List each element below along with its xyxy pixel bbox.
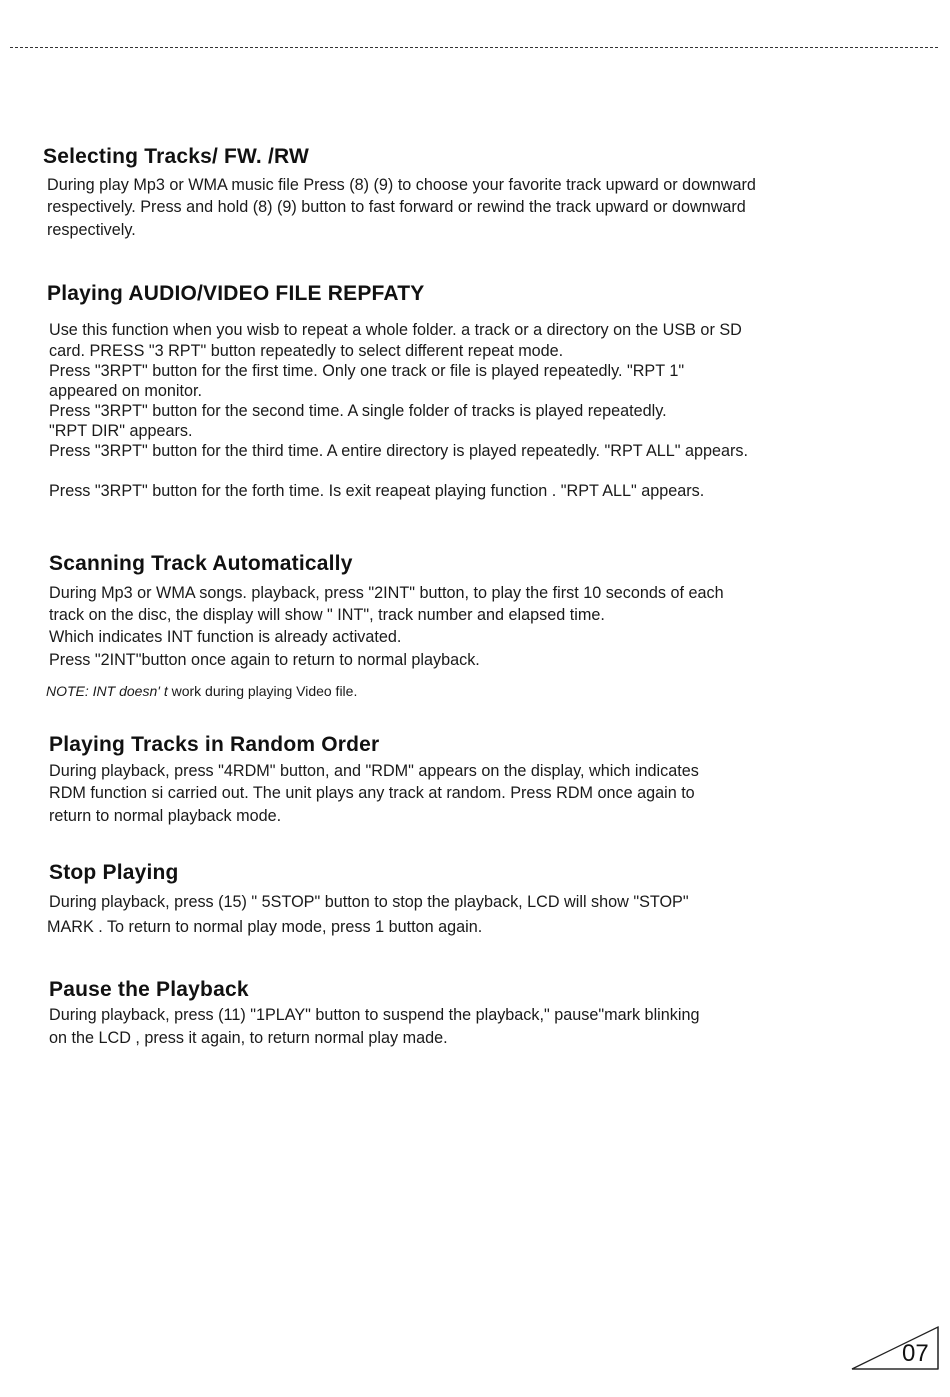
paragraph-line: card. PRESS "3 RPT" button repeatedly to select different repeat mode. xyxy=(49,342,564,360)
dashed-cut-line xyxy=(10,47,938,48)
paragraph-line: Use this function when you wisb to repeat a whole folder. a track or a directory on the USB or SD xyxy=(49,321,742,339)
paragraph-line: Press "2INT"button once again to return to normal playback. xyxy=(49,651,480,669)
paragraph-line: During playback, press "4RDM" button, and "RDM" appears on the display, which indicates xyxy=(49,762,699,780)
paragraph-line: Press "3RPT" button for the second time. A single folder of tracks is played repeatedly. xyxy=(49,402,667,420)
page-number: 07 xyxy=(902,1340,929,1367)
heading-stop-playing: Stop Playing xyxy=(49,861,179,884)
paragraph-line: RDM function si carried out. The unit plays any track at random. Press RDM once again to xyxy=(49,784,695,802)
paragraph-line: Which indicates INT function is already activated. xyxy=(49,628,402,646)
paragraph-line: appeared on monitor. xyxy=(49,382,202,400)
heading-random-order: Playing Tracks in Random Order xyxy=(49,733,380,756)
paragraph-line: respectively. Press and hold (8) (9) button to fast forward or rewind the track upward or downward xyxy=(47,198,746,216)
note-label: NOTE: INT doesn' t xyxy=(46,683,168,699)
paragraph-line: MARK . To return to normal play mode, press 1 button again. xyxy=(47,918,483,936)
note-line xyxy=(46,683,357,699)
paragraph-line: return to normal playback mode. xyxy=(49,807,282,825)
paragraph-line: During Mp3 or WMA songs. playback, press "2INT" button, to play the first 10 seconds of each xyxy=(49,584,724,602)
paragraph-line: During play Mp3 or WMA music file Press (8) (9) to choose your favorite track upward or downward xyxy=(47,176,756,194)
heading-pause-playback: Pause the Playback xyxy=(49,978,249,1001)
paragraph-line: track on the disc, the display will show " INT", track number and elapsed time. xyxy=(49,606,605,624)
heading-playing-audio-video-repeat: Playing AUDIO/VIDEO FILE REPFATY xyxy=(47,282,425,305)
heading-selecting-tracks: Selecting Tracks/ FW. /RW xyxy=(43,145,310,168)
heading-scanning-track: Scanning Track Automatically xyxy=(49,552,353,575)
paragraph-line: "RPT DIR" appears. xyxy=(49,422,193,440)
paragraph-line: Press "3RPT" button for the forth time. Is exit reapeat playing function . "RPT ALL" appears. xyxy=(49,482,705,500)
paragraph-line: During playback, press (15) " 5STOP" button to stop the playback, LCD will show "STOP" xyxy=(49,893,689,911)
paragraph-line: Press "3RPT" button for the first time. Only one track or file is played repeatedly. "RPT 1" xyxy=(49,362,685,380)
paragraph-line: respectively. xyxy=(47,221,136,239)
paragraph-line: During playback, press (11) "1PLAY" button to suspend the playback," pause"mark blinking xyxy=(49,1006,700,1024)
paragraph-line: on the LCD , press it again, to return normal play made. xyxy=(49,1029,448,1047)
note-text: work during playing Video file. xyxy=(167,683,358,699)
paragraph-line: Press "3RPT" button for the third time. A entire directory is played repeatedly. "RPT ALL" appears. xyxy=(49,442,749,460)
